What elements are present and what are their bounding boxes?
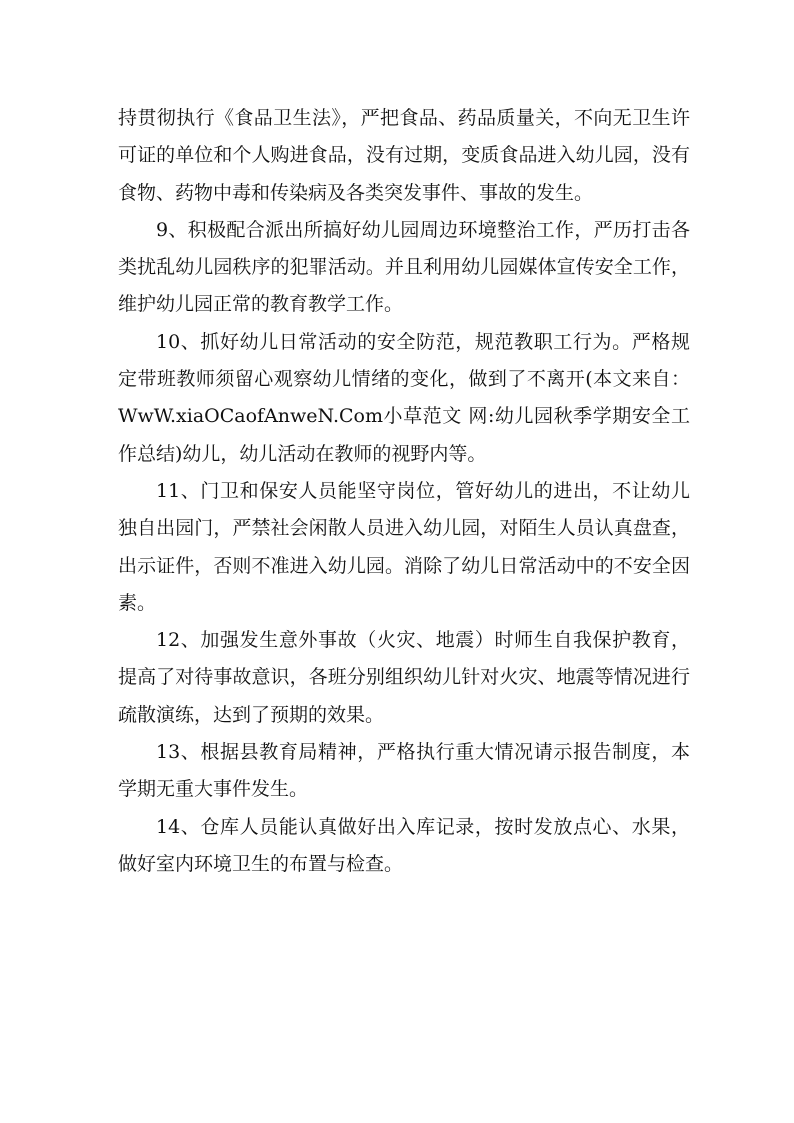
paragraph-item-10: 10、抓好幼儿日常活动的安全防范，规范教职工行为。严格规定带班教师须留心观察幼儿情绪的变化，做到了不离开(本文来自：WwW.xiaOCaofAnweN.Com小草范文 网:幼儿园秋季学期安全工作总结)幼儿，幼儿活动在教师的视野内等。: [118, 330, 690, 465]
paragraph-item-9: 9、积极配合派出所搞好幼儿园周边环境整治工作，严历打击各类扰乱幼儿园秩序的犯罪活动。并且利用幼儿园媒体宣传安全工作，维护幼儿园正常的教育教学工作。: [118, 218, 690, 316]
paragraph-item-11: 11、门卫和保安人员能坚守岗位，管好幼儿的进出，不让幼儿独自出园门，严禁社会闲散人员进入幼儿园，对陌生人员认真盘查，出示证件，否则不准进入幼儿园。消除了幼儿日常活动中的不安全因素。: [118, 479, 690, 614]
paragraph-item-13: 13、根据县教育局精神，严格执行重大情况请示报告制度，本学期无重大事件发生。: [118, 741, 690, 801]
document-body: [118, 100, 690, 883]
paragraph-item-14: 14、仓库人员能认真做好出入库记录，按时发放点心、水果，做好室内环境卫生的布置与检查。: [118, 815, 690, 875]
paragraph-continuation: 持贯彻执行《食品卫生法》，严把食品、药品质量关，不向无卫生许可证的单位和个人购进食品，没有过期，变质食品进入幼儿园，没有食物、药物中毒和传染病及各类突发事件、事故的发生。: [118, 107, 690, 204]
paragraph-item-12: 12、加强发生意外事故（火灾、地震）时师生自我保护教育，提高了对待事故意识，各班分别组织幼儿针对火灾、地震等情况进行疏散演练，达到了预期的效果。: [118, 629, 690, 726]
